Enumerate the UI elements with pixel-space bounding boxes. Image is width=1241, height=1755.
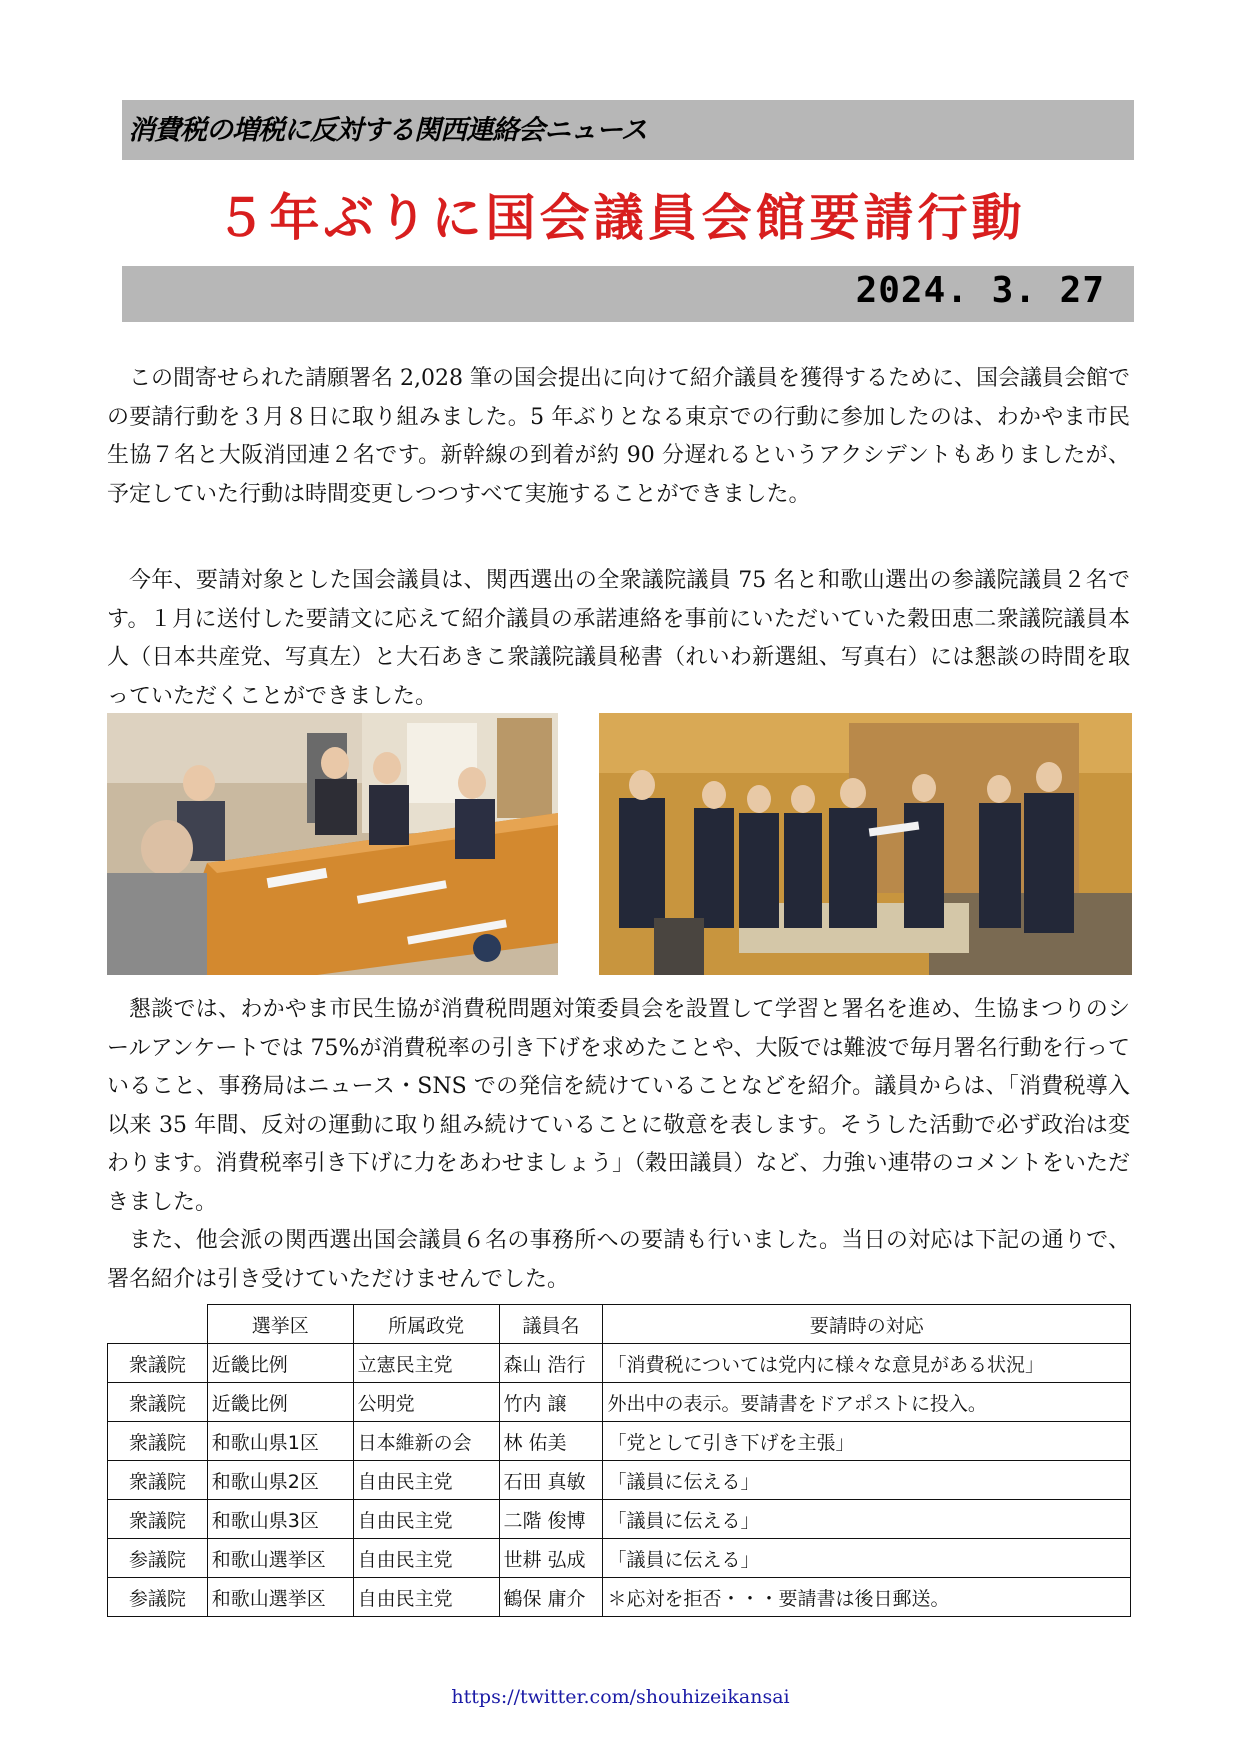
table-cell-member: 二階 俊博: [499, 1500, 603, 1539]
table-cell-house: 衆議院: [108, 1461, 208, 1500]
table-cell-house: 衆議院: [108, 1383, 208, 1422]
table-cell-district: 和歌山県3区: [207, 1500, 353, 1539]
table-cell-response: 「議員に伝える」: [603, 1539, 1131, 1578]
table-row: [108, 1539, 1131, 1578]
table-row: [108, 1500, 1131, 1539]
table-cell-response: 「党として引き下げを主張」: [603, 1422, 1131, 1461]
table-header-blank: [108, 1305, 208, 1344]
table-row: [108, 1344, 1131, 1383]
table-cell-member: 林 佑美: [499, 1422, 603, 1461]
response-table: [107, 1304, 1131, 1617]
newsletter-name: 消費税の増税に反対する関西連絡会ニュース: [128, 115, 647, 146]
issue-date: 2024. 3. 27: [855, 270, 1105, 311]
table-cell-response: 「議員に伝える」: [603, 1461, 1131, 1500]
table-header-party: 所属政党: [353, 1305, 499, 1344]
table-cell-member: 世耕 弘成: [499, 1539, 603, 1578]
table-cell-house: 参議院: [108, 1578, 208, 1617]
table-cell-response: 「議員に伝える」: [603, 1500, 1131, 1539]
table-row: [108, 1461, 1131, 1500]
table-header-response: 要請時の対応: [603, 1305, 1131, 1344]
table-cell-district: 和歌山選挙区: [207, 1578, 353, 1617]
table-header-row: [108, 1305, 1131, 1344]
table-cell-house: 衆議院: [108, 1500, 208, 1539]
table-cell-member: 鶴保 庸介: [499, 1578, 603, 1617]
table-cell-party: 自由民主党: [353, 1578, 499, 1617]
table-cell-member: 石田 真敏: [499, 1461, 603, 1500]
table-cell-member: 竹内 譲: [499, 1383, 603, 1422]
table-cell-response: ＊応対を拒否・・・要請書は後日郵送。: [603, 1578, 1131, 1617]
table-cell-house: 衆議院: [108, 1344, 208, 1383]
table-cell-district: 近畿比例: [207, 1344, 353, 1383]
table-cell-house: 参議院: [108, 1539, 208, 1578]
table-row: [108, 1422, 1131, 1461]
table-cell-party: 自由民主党: [353, 1461, 499, 1500]
table-header-member: 議員名: [499, 1305, 603, 1344]
table-header-district: 選挙区: [207, 1305, 353, 1344]
body-paragraph-4: また、他会派の関西選出国会議員６名の事務所への要請も行いました。当日の対応は下記の通りで、署名紹介は引き受けていただけませんでした。: [107, 1228, 1130, 1292]
table-cell-party: 自由民主党: [353, 1539, 499, 1578]
table-cell-district: 和歌山県1区: [207, 1422, 353, 1461]
table-cell-member: 森山 浩行: [499, 1344, 603, 1383]
meeting-photo-left: [107, 713, 558, 975]
body-paragraph-3: 懇談では、わかやま市民生協が消費税問題対策委員会を設置して学習と署名を進め、生協まつりのシールアンケートでは 75%が消費税率の引き下げを求めたことや、大阪では難波で毎月署名行動を行っていること、事務局はニュース・SNS での発信を続けていることなどを紹介。議員からは、「消費税導入以来 35 年間、反対の運動に取り組み続けていることに敬意を表します。そうした活動で必ず政治は変わります。消費税率引き下げに力をあわせましょう」（穀田議員）など、力強い連帯のコメントをいただきました。: [107, 997, 1130, 1215]
twitter-link[interactable]: https://twitter.com/shouhizeikansai: [451, 1686, 790, 1708]
table-cell-district: 和歌山選挙区: [207, 1539, 353, 1578]
table-cell-party: 立憲民主党: [353, 1344, 499, 1383]
table-cell-response: 外出中の表示。要請書をドアポストに投入。: [603, 1383, 1131, 1422]
body-paragraph-2: 今年、要請対象とした国会議員は、関西選出の全衆議院議員 75 名と和歌山選出の参議院議員２名です。１月に送付した要請文に応えて紹介議員の承諾連絡を事前にいただいていた穀田恵二衆議院議員本人（日本共産党、写真左）と大石あきこ衆議院議員秘書（れいわ新選組、写真右）には懇談の時間を取っていただくことができました。: [107, 568, 1130, 709]
table-row: [108, 1383, 1131, 1422]
table-cell-party: 自由民主党: [353, 1500, 499, 1539]
table-cell-party: 公明党: [353, 1383, 499, 1422]
headline: ５年ぶりに国会議員会館要請行動: [215, 189, 1026, 247]
table-cell-response: 「消費税については党内に様々な意見がある状況」: [603, 1344, 1131, 1383]
table-cell-party: 日本維新の会: [353, 1422, 499, 1461]
table-cell-house: 衆議院: [108, 1422, 208, 1461]
table-cell-district: 近畿比例: [207, 1383, 353, 1422]
body-paragraph-1: この間寄せられた請願署名 2,028 筆の国会提出に向けて紹介議員を獲得するために、国会議員会館での要請行動を３月８日に取り組みました。5 年ぶりとなる東京での行動に参加したのは、わかやま市民生協７名と大阪消団連２名です。新幹線の到着が約 90 分遅れるというアクシデントもありましたが、予定していた行動は時間変更しつつすべて実施することができました。: [107, 366, 1130, 507]
meeting-photo-right: [599, 713, 1132, 975]
table-row: [108, 1578, 1131, 1617]
table-cell-district: 和歌山県2区: [207, 1461, 353, 1500]
